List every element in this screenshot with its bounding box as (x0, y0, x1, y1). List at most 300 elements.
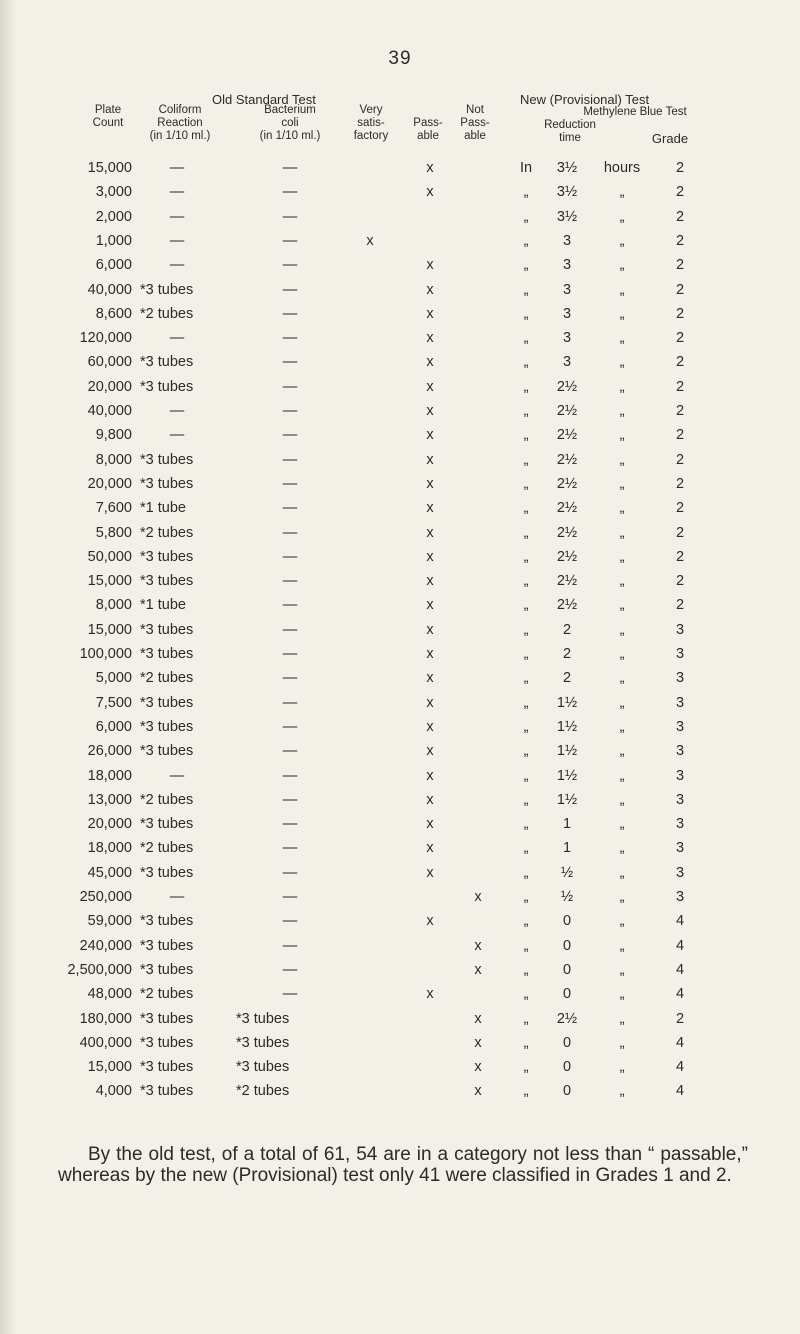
reduction-unit-cell: „ (619, 670, 625, 687)
passable-cell: x (426, 451, 434, 468)
coliform-reaction-cell: *3 tubes (140, 913, 194, 930)
coliform-reaction-cell: *3 tubes (140, 743, 194, 760)
passable-cell: x (426, 184, 434, 201)
table-row (0, 282, 800, 306)
plate-count-cell: 100,000 (79, 646, 132, 662)
coliform-reaction-cell: *3 tubes (140, 718, 194, 735)
reduction-prefix-cell: „ (523, 986, 529, 1003)
passable-cell: x (426, 378, 434, 395)
reduction-time-cell: 1½ (556, 791, 578, 808)
reduction-prefix-cell: „ (523, 816, 529, 833)
reduction-unit-cell: „ (619, 961, 625, 978)
table-row (0, 403, 800, 427)
reduction-unit-cell: „ (619, 232, 625, 249)
passable-cell: x (426, 500, 434, 517)
coliform-reaction-cell: *3 tubes (140, 816, 194, 833)
table-row (0, 792, 800, 816)
bacterium-coli-cell: — (282, 427, 298, 444)
plate-count-cell: 60,000 (87, 354, 132, 371)
reduction-prefix-cell: „ (523, 403, 529, 419)
coliform-reaction-cell: — (169, 767, 185, 784)
col-header-bacterium-coli: Bacterium coli (in 1/10 ml.) (259, 104, 321, 142)
reduction-prefix-cell: „ (523, 1010, 529, 1027)
coliform-reaction-cell: *3 tubes (140, 573, 194, 590)
reduction-time-cell: 3½ (556, 208, 578, 225)
passable-cell: x (426, 913, 434, 930)
reduction-prefix-cell: „ (523, 475, 529, 492)
grade-cell: 4 (675, 1034, 685, 1051)
bacterium-coli-cell: — (282, 354, 298, 371)
col-header-coliform: Coliform Reaction (in 1/10 ml.) (149, 104, 211, 142)
plate-count-cell: 2,500,000 (67, 961, 132, 978)
reduction-prefix-cell: „ (523, 864, 529, 881)
passable-cell: x (426, 621, 434, 638)
plate-count-cell: 40,000 (87, 281, 132, 298)
bacterium-coli-cell: — (282, 378, 298, 395)
reduction-unit-cell: „ (619, 500, 625, 517)
col-header-plate-count: Plate Count (92, 104, 124, 129)
reduction-unit-cell: „ (619, 646, 625, 662)
col-header-grade: Grade (651, 131, 689, 146)
table-row (0, 354, 800, 378)
reduction-prefix-cell: „ (523, 184, 529, 201)
coliform-reaction-cell: — (169, 160, 185, 176)
grade-cell: 2 (675, 281, 685, 298)
bacterium-coli-cell: — (282, 160, 298, 176)
coliform-reaction-cell: *3 tubes (140, 548, 194, 565)
plate-count-cell: 15,000 (87, 1059, 132, 1076)
reduction-unit-cell: „ (619, 1083, 625, 1100)
grade-cell: 3 (675, 791, 685, 808)
plate-count-cell: 15,000 (87, 621, 132, 638)
coliform-reaction-cell: *3 tubes (140, 378, 194, 395)
reduction-prefix-cell: „ (523, 1034, 529, 1051)
reduction-time-cell: 2½ (556, 475, 578, 492)
coliform-reaction-cell: *2 tubes (140, 670, 194, 687)
grade-cell: 2 (675, 475, 685, 492)
plate-count-cell: 9,800 (95, 427, 132, 444)
reduction-prefix-cell: „ (523, 694, 529, 711)
col-header-methylene: Methylene Blue Test (583, 106, 687, 118)
not-passable-cell: x (474, 889, 482, 905)
not-passable-cell: x (474, 1059, 482, 1076)
reduction-time-cell: 1 (562, 840, 572, 857)
grade-cell: 2 (675, 184, 685, 201)
reduction-prefix-cell: „ (523, 646, 529, 662)
reduction-time-cell: 3 (562, 354, 572, 371)
coliform-reaction-cell: *1 tube (140, 597, 186, 614)
reduction-time-cell: 3 (562, 305, 572, 322)
plate-count-cell: 8,600 (95, 305, 132, 322)
plate-count-cell: 8,000 (95, 597, 132, 614)
coliform-reaction-cell: *3 tubes (140, 451, 194, 468)
reduction-unit-cell: „ (619, 864, 625, 881)
reduction-prefix-cell: In (519, 160, 533, 176)
plate-count-cell: 18,000 (87, 840, 132, 857)
bacterium-coli-cell: — (282, 621, 298, 638)
reduction-unit-cell: „ (619, 913, 625, 930)
grade-cell: 4 (675, 937, 685, 954)
grade-cell: 2 (675, 257, 685, 274)
passable-cell: x (426, 524, 434, 541)
coliform-reaction-cell: *3 tubes (140, 961, 194, 978)
grade-cell: 2 (675, 305, 685, 322)
coliform-reaction-cell: *2 tubes (140, 305, 194, 322)
plate-count-cell: 8,000 (95, 451, 132, 468)
reduction-prefix-cell: „ (523, 305, 529, 322)
table-row (0, 233, 800, 257)
passable-cell: x (426, 694, 434, 711)
reduction-unit-cell: „ (619, 257, 625, 274)
bacterium-coli-cell: — (282, 889, 298, 905)
passable-cell: x (426, 743, 434, 760)
grade-cell: 3 (675, 718, 685, 735)
reduction-unit-cell: „ (619, 330, 625, 347)
reduction-prefix-cell: „ (523, 354, 529, 371)
table-row (0, 1011, 800, 1035)
reduction-unit-cell: hours (603, 160, 641, 176)
plate-count-cell: 180,000 (79, 1010, 132, 1027)
bacterium-coli-cell: — (282, 646, 298, 662)
grade-cell: 2 (675, 354, 685, 371)
grade-cell: 2 (675, 548, 685, 565)
reduction-time-cell: 3 (562, 281, 572, 298)
table-row (0, 695, 800, 719)
reduction-time-cell: 2½ (556, 427, 578, 444)
passable-cell: x (426, 864, 434, 881)
reduction-unit-cell: „ (619, 305, 625, 322)
page-number: 39 (388, 48, 412, 69)
passable-cell: x (426, 330, 434, 347)
reduction-prefix-cell: „ (523, 427, 529, 444)
grade-cell: 2 (675, 378, 685, 395)
grade-cell: 2 (675, 451, 685, 468)
reduction-unit-cell: „ (619, 281, 625, 298)
reduction-time-cell: 2½ (556, 451, 578, 468)
reduction-unit-cell: „ (619, 1010, 625, 1027)
grade-cell: 3 (675, 646, 685, 662)
reduction-time-cell: 0 (562, 961, 572, 978)
bacterium-coli-cell: — (282, 524, 298, 541)
coliform-reaction-cell: *2 tubes (140, 986, 194, 1003)
reduction-unit-cell: „ (619, 475, 625, 492)
passable-cell: x (426, 767, 434, 784)
not-passable-cell: x (474, 961, 482, 978)
grade-cell: 4 (675, 913, 685, 930)
grade-cell: 2 (675, 208, 685, 225)
reduction-unit-cell: „ (619, 694, 625, 711)
passable-cell: x (426, 548, 434, 565)
table-row (0, 670, 800, 694)
bacterium-coli-cell: — (282, 305, 298, 322)
plate-count-cell: 13,000 (87, 791, 132, 808)
passable-cell: x (426, 403, 434, 419)
grade-cell: 3 (675, 840, 685, 857)
coliform-reaction-cell: *3 tubes (140, 937, 194, 954)
grade-cell: 2 (675, 330, 685, 347)
reduction-unit-cell: „ (619, 767, 625, 784)
plate-count-cell: 45,000 (87, 864, 132, 881)
table-row (0, 840, 800, 864)
reduction-time-cell: 0 (562, 1034, 572, 1051)
bacterium-coli-cell: — (282, 694, 298, 711)
coliform-reaction-cell: — (169, 427, 185, 444)
grade-cell: 3 (675, 621, 685, 638)
plate-count-cell: 48,000 (87, 986, 132, 1003)
bacterium-coli-cell: *3 tubes (236, 1034, 290, 1051)
reduction-time-cell: 1½ (556, 743, 578, 760)
plate-count-cell: 5,000 (95, 670, 132, 687)
reduction-time-cell: 2½ (556, 524, 578, 541)
group-header-new: New (Provisional) Test (520, 92, 650, 107)
plate-count-cell: 40,000 (87, 403, 132, 419)
table-row (0, 257, 800, 281)
plate-count-cell: 7,500 (95, 694, 132, 711)
reduction-prefix-cell: „ (523, 937, 529, 954)
bacterium-coli-cell: — (282, 475, 298, 492)
plate-count-cell: 59,000 (87, 913, 132, 930)
table-row (0, 1059, 800, 1083)
coliform-reaction-cell: *3 tubes (140, 1034, 194, 1051)
coliform-reaction-cell: — (169, 889, 185, 905)
coliform-reaction-cell: *3 tubes (140, 475, 194, 492)
reduction-unit-cell: „ (619, 548, 625, 565)
reduction-unit-cell: „ (619, 573, 625, 590)
grade-cell: 3 (675, 670, 685, 687)
table-row (0, 865, 800, 889)
bacterium-coli-cell: — (282, 597, 298, 614)
table-row (0, 209, 800, 233)
passable-cell: x (426, 573, 434, 590)
reduction-time-cell: 2½ (556, 500, 578, 517)
bacterium-coli-cell: *2 tubes (236, 1083, 290, 1100)
reduction-prefix-cell: „ (523, 330, 529, 347)
reduction-time-cell: 2 (562, 646, 572, 662)
bacterium-coli-cell: — (282, 961, 298, 978)
grade-cell: 3 (675, 889, 685, 905)
table-row (0, 573, 800, 597)
reduction-prefix-cell: „ (523, 670, 529, 687)
reduction-unit-cell: „ (619, 451, 625, 468)
reduction-time-cell: 2½ (556, 597, 578, 614)
table-row (0, 184, 800, 208)
plate-count-cell: 400,000 (79, 1034, 132, 1051)
reduction-prefix-cell: „ (523, 1083, 529, 1100)
reduction-unit-cell: „ (619, 524, 625, 541)
passable-cell: x (426, 597, 434, 614)
reduction-unit-cell: „ (619, 937, 625, 954)
reduction-time-cell: 3½ (556, 160, 578, 176)
plate-count-cell: 20,000 (87, 378, 132, 395)
reduction-prefix-cell: „ (523, 913, 529, 930)
coliform-reaction-cell: *2 tubes (140, 791, 194, 808)
reduction-prefix-cell: „ (523, 840, 529, 857)
reduction-unit-cell: „ (619, 889, 625, 905)
reduction-unit-cell: „ (619, 597, 625, 614)
coliform-reaction-cell: — (169, 232, 185, 249)
table-row (0, 379, 800, 403)
bacterium-coli-cell: — (282, 767, 298, 784)
bacterium-coli-cell: — (282, 232, 298, 249)
reduction-prefix-cell: „ (523, 524, 529, 541)
plate-count-cell: 120,000 (79, 330, 132, 347)
coliform-reaction-cell: — (169, 330, 185, 347)
plate-count-cell: 15,000 (87, 160, 132, 176)
grade-cell: 4 (675, 1059, 685, 1076)
grade-cell: 3 (675, 816, 685, 833)
table-row (0, 913, 800, 937)
not-passable-cell: x (474, 1083, 482, 1100)
coliform-reaction-cell: *3 tubes (140, 864, 194, 881)
plate-count-cell: 4,000 (95, 1083, 132, 1100)
passable-cell: x (426, 791, 434, 808)
grade-cell: 3 (675, 743, 685, 760)
coliform-reaction-cell: *3 tubes (140, 1083, 194, 1100)
bacterium-coli-cell: — (282, 281, 298, 298)
reduction-unit-cell: „ (619, 378, 625, 395)
bacterium-coli-cell: — (282, 184, 298, 201)
reduction-time-cell: 2½ (556, 548, 578, 565)
reduction-time-cell: 1½ (556, 718, 578, 735)
reduction-time-cell: ½ (560, 864, 574, 881)
table-row (0, 597, 800, 621)
table-row (0, 1035, 800, 1059)
coliform-reaction-cell: *3 tubes (140, 1010, 194, 1027)
table-row (0, 986, 800, 1010)
passable-cell: x (426, 670, 434, 687)
grade-cell: 4 (675, 961, 685, 978)
grade-cell: 3 (675, 864, 685, 881)
coliform-reaction-cell: *2 tubes (140, 840, 194, 857)
col-header-not-passable: Not Pass- able (460, 104, 490, 142)
reduction-time-cell: 1½ (556, 694, 578, 711)
reduction-unit-cell: „ (619, 840, 625, 857)
reduction-time-cell: 0 (562, 1083, 572, 1100)
plate-count-cell: 20,000 (87, 816, 132, 833)
grade-cell: 2 (675, 597, 685, 614)
bacterium-coli-cell: *3 tubes (236, 1010, 290, 1027)
passable-cell: x (426, 281, 434, 298)
bacterium-coli-cell: — (282, 573, 298, 590)
reduction-unit-cell: „ (619, 1034, 625, 1051)
passable-cell: x (426, 354, 434, 371)
grade-cell: 2 (675, 427, 685, 444)
reduction-prefix-cell: „ (523, 718, 529, 735)
reduction-time-cell: 0 (562, 986, 572, 1003)
reduction-prefix-cell: „ (523, 548, 529, 565)
grade-cell: 2 (675, 500, 685, 517)
reduction-time-cell: 0 (562, 937, 572, 954)
coliform-reaction-cell: — (169, 403, 185, 419)
not-passable-cell: x (474, 937, 482, 954)
reduction-prefix-cell: „ (523, 208, 529, 225)
bacterium-coli-cell: — (282, 986, 298, 1003)
table-row (0, 889, 800, 913)
table-row (0, 427, 800, 451)
bacterium-coli-cell: *3 tubes (236, 1059, 290, 1076)
table-row (0, 330, 800, 354)
not-passable-cell: x (474, 1034, 482, 1051)
summary-paragraph: By the old test, of a total of 61, 54 are in a category not less than “ passable,” whereas by the new (Provisional) test only 41 were classified in Grades 1 and 2. (58, 1144, 748, 1186)
plate-count-cell: 18,000 (87, 767, 132, 784)
grade-cell: 2 (675, 160, 685, 176)
bacterium-coli-cell: — (282, 500, 298, 517)
reduction-time-cell: 2 (562, 621, 572, 638)
plate-count-cell: 26,000 (87, 743, 132, 760)
reduction-unit-cell: „ (619, 1059, 625, 1076)
plate-count-cell: 250,000 (79, 889, 132, 905)
table-row (0, 306, 800, 330)
grade-cell: 2 (675, 1010, 685, 1027)
reduction-time-cell: 3 (562, 330, 572, 347)
reduction-time-cell: 3 (562, 232, 572, 249)
table-row (0, 452, 800, 476)
reduction-time-cell: 1½ (556, 767, 578, 784)
table-row (0, 962, 800, 986)
passable-cell: x (426, 305, 434, 322)
table-row (0, 1083, 800, 1107)
coliform-reaction-cell: *3 tubes (140, 1059, 194, 1076)
reduction-time-cell: 2½ (556, 378, 578, 395)
coliform-reaction-cell: *3 tubes (140, 646, 194, 662)
plate-count-cell: 50,000 (87, 548, 132, 565)
reduction-unit-cell: „ (619, 986, 625, 1003)
grade-cell: 4 (675, 986, 685, 1003)
bacterium-coli-cell: — (282, 718, 298, 735)
passable-cell: x (426, 646, 434, 662)
coliform-reaction-cell: *2 tubes (140, 524, 194, 541)
coliform-reaction-cell: *1 tube (140, 500, 186, 517)
col-header-very-satisfactory: Very satis- factory (353, 104, 389, 142)
reduction-time-cell: 2½ (556, 403, 578, 419)
col-header-reduction-time: Reduction time (544, 119, 596, 144)
grade-cell: 3 (675, 694, 685, 711)
bacterium-coli-cell: — (282, 330, 298, 347)
coliform-reaction-cell: — (169, 184, 185, 201)
bacterium-coli-cell: — (282, 840, 298, 857)
plate-count-cell: 7,600 (95, 500, 132, 517)
reduction-unit-cell: „ (619, 403, 625, 419)
table-row (0, 743, 800, 767)
reduction-time-cell: 0 (562, 1059, 572, 1076)
plate-count-cell: 20,000 (87, 475, 132, 492)
reduction-unit-cell: „ (619, 427, 625, 444)
reduction-prefix-cell: „ (523, 281, 529, 298)
passable-cell: x (426, 840, 434, 857)
grade-cell: 2 (675, 524, 685, 541)
table-row (0, 816, 800, 840)
bacterium-coli-cell: — (282, 403, 298, 419)
reduction-prefix-cell: „ (523, 1059, 529, 1076)
table-row (0, 768, 800, 792)
reduction-time-cell: 2 (562, 670, 572, 687)
bacterium-coli-cell: — (282, 670, 298, 687)
grade-cell: 2 (675, 403, 685, 419)
plate-count-cell: 5,800 (95, 524, 132, 541)
reduction-prefix-cell: „ (523, 621, 529, 638)
reduction-unit-cell: „ (619, 816, 625, 833)
plate-count-cell: 240,000 (79, 937, 132, 954)
passable-cell: x (426, 475, 434, 492)
grade-cell: 2 (675, 573, 685, 590)
reduction-prefix-cell: „ (523, 500, 529, 517)
reduction-prefix-cell: „ (523, 889, 529, 905)
reduction-prefix-cell: „ (523, 573, 529, 590)
reduction-prefix-cell: „ (523, 597, 529, 614)
reduction-prefix-cell: „ (523, 257, 529, 274)
reduction-time-cell: 0 (562, 913, 572, 930)
bacterium-coli-cell: — (282, 548, 298, 565)
